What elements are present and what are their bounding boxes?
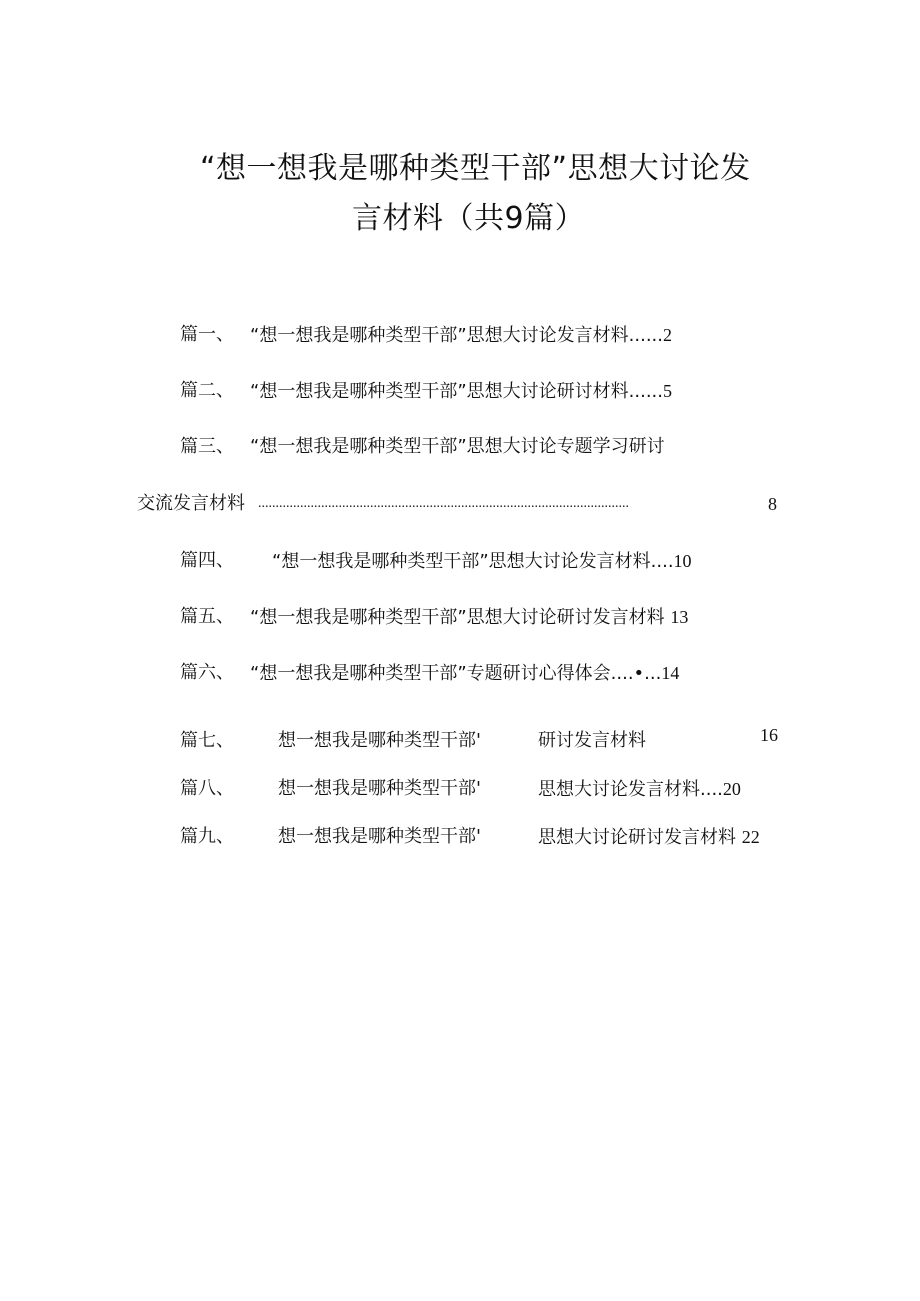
toc-text-7b[interactable]: 研讨发言材料 [538,730,646,751]
toc-label-6: 篇六、 [180,662,234,683]
toc-text-8a[interactable]: 想一想我是哪种类型干部' [278,778,481,799]
toc-entry-9b[interactable] [538,826,760,849]
toc-text-4: “想一想我是哪种类型干部”思想大讨论发言材料.... [272,551,674,572]
toc-page-7: 16 [760,725,778,745]
toc-label-9: 篇九、 [180,826,234,847]
toc-page-2: 5 [662,381,672,401]
toc-text-5: “想一想我是哪种类型干部”思想大讨论研讨发言材料 [250,607,665,628]
toc-text-9a[interactable]: 想一想我是哪种类型干部' [278,826,481,847]
toc-label-2: 篇二、 [180,380,234,401]
document-title-line-1: “想一想我是哪种类型干部”思想大讨论发 [200,151,751,186]
toc-leader-3: .......................................................................................................... [258,496,629,511]
toc-text-8b: 思想大讨论发言材料.... [538,779,723,800]
toc-page-3: 8 [768,494,777,514]
toc-entry-8b[interactable] [538,778,741,801]
document-title-line-2: 言材料（共9篇） [352,201,586,236]
toc-text-3-cont[interactable]: 交流发言材料 [137,493,245,514]
toc-label-4: 篇四、 [180,550,234,571]
toc-page-9: 22 [741,827,760,847]
toc-entry-5[interactable] [250,606,688,629]
toc-page-8: 20 [722,779,741,799]
toc-entry-4[interactable] [272,550,692,573]
toc-text-6: “想一想我是哪种类型干部”专题研讨心得体会....•... [250,663,662,684]
toc-text-1: “想一想我是哪种类型干部”思想大讨论发言材料...... [250,325,663,346]
toc-entry-2[interactable] [250,380,672,403]
toc-label-3: 篇三、 [180,436,234,457]
toc-text-3[interactable]: “想一想我是哪种类型干部”思想大讨论专题学习研讨 [250,436,665,457]
toc-text-7a[interactable]: 想一想我是哪种类型干部' [278,730,481,751]
toc-page-1: 2 [662,325,672,345]
toc-page-6: 14 [661,663,680,683]
toc-label-1: 篇一、 [180,324,234,345]
toc-page-4: 10 [673,551,692,571]
toc-text-2: “想一想我是哪种类型干部”思想大讨论研讨材料...... [250,381,663,402]
toc-entry-1[interactable] [250,324,672,347]
toc-label-8: 篇八、 [180,778,234,799]
toc-text-9b: 思想大讨论研讨发言材料 [538,827,736,848]
toc-label-5: 篇五、 [180,606,234,627]
toc-page-5: 13 [670,607,689,627]
toc-entry-6[interactable] [250,662,679,685]
toc-label-7: 篇七、 [180,730,234,751]
